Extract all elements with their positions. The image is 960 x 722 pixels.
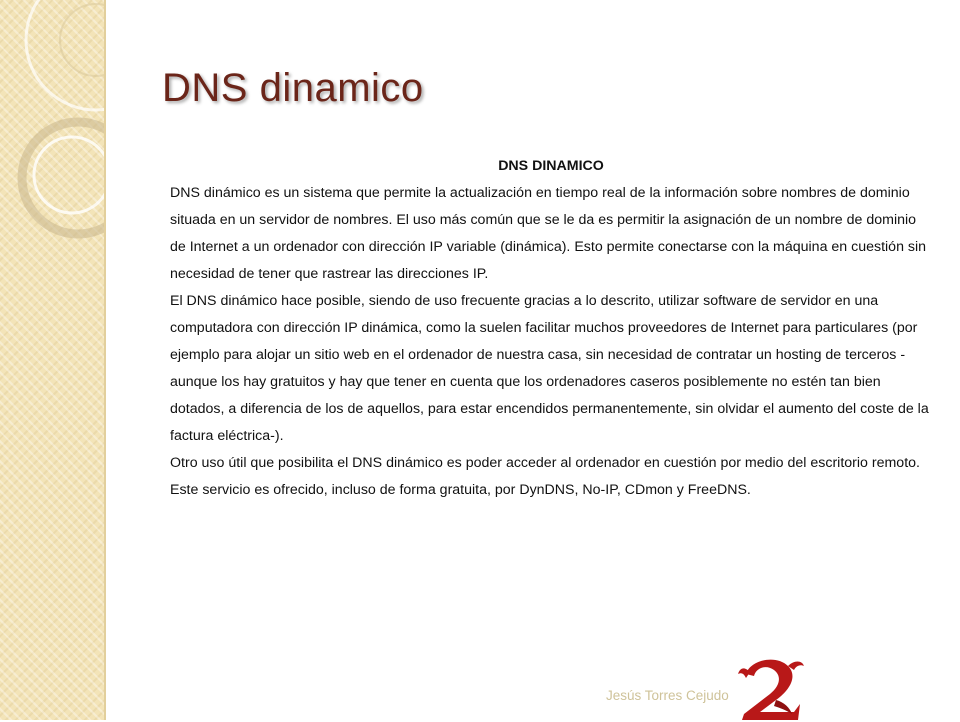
section-heading: DNS DINAMICO bbox=[498, 158, 604, 174]
side-band-edge bbox=[104, 0, 106, 720]
paragraph-providers: Este servicio es ofrecido, incluso de forma gratuita, por DynDNS, No-IP, CDmon y FreeDNS. bbox=[170, 482, 751, 498]
paragraph-usage: El DNS dinámico hace posible, siendo de uso frecuente gracias a lo descrito, utilizar software de servidor en una computadora con dirección IP dinámica, como la suelen facilitar muchos proveedores de Internet para particulares (por ejemplo para alojar un sitio web en el ordenador de nuestra casa, sin necesidad de contratar un hosting de terceros -aunque los hay gratuitos y hay que tener en cuenta que los ordenadores caseros posiblemente no estén tan bien dotados, a diferencia de los de aquellos, para estar encendidos permanentemente, sin olvidar el aumento del coste de la factura eléctrica-). bbox=[170, 293, 929, 444]
slide-title: DNS dinamico bbox=[162, 66, 424, 110]
decorative-side-band bbox=[0, 0, 106, 720]
paragraph-remote-desktop: Otro uso útil que posibilita el DNS dinámico es poder acceder al ordenador en cuestión por medio del escritorio remoto. bbox=[170, 455, 920, 471]
dragon-logo-icon bbox=[736, 656, 806, 722]
author-footer: Jesús Torres Cejudo bbox=[606, 688, 729, 703]
decorative-rings bbox=[0, 0, 106, 320]
paragraph-definition: DNS dinámico es un sistema que permite la actualización en tiempo real de la información sobre nombres de dominio situada en un servidor de nombres. El uso más común que se le da es permitir la asignación de un nombre de dominio de Internet a un ordenador con dirección IP variable (dinámica). Esto permite conectarse con la máquina en cuestión sin necesidad de tener que rastrear las direcciones IP. bbox=[170, 185, 927, 282]
slide-body bbox=[170, 153, 932, 504]
